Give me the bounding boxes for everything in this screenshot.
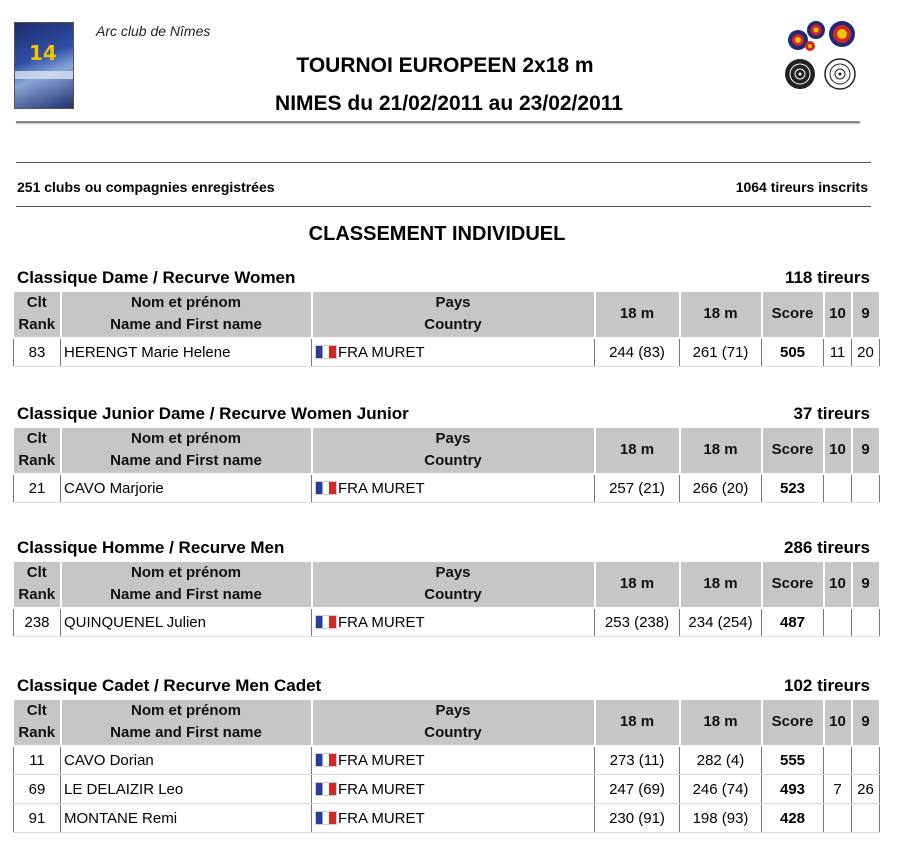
country-cell: FRA MURET — [312, 775, 595, 804]
distance-2-cell: 266 (20) — [680, 474, 762, 503]
section-title: Classique Junior Dame / Recurve Women Junior — [17, 404, 409, 423]
france-flag-icon — [315, 782, 337, 796]
nines-cell — [852, 746, 880, 775]
col-score: Score — [762, 428, 824, 474]
france-flag-icon — [315, 753, 337, 767]
france-flag-icon — [315, 345, 337, 359]
col-country: Pays Country — [312, 700, 595, 746]
archers-count: 1064 tireurs inscrits — [735, 179, 868, 195]
country-cell: FRA MURET — [312, 608, 595, 637]
distance-2-cell: 234 (254) — [680, 608, 762, 637]
section-archer-count: 118 tireurs — [784, 268, 870, 287]
country-cell: FRA MURET — [312, 474, 595, 503]
france-flag-icon — [315, 811, 337, 825]
distance-2-cell: 261 (71) — [680, 338, 762, 367]
nines-cell — [852, 474, 880, 503]
col-country: Pays Country — [312, 562, 595, 608]
score-cell: 487 — [762, 608, 824, 637]
col-nines: 9 — [852, 292, 880, 338]
col-distance-2: 18 m — [680, 562, 762, 608]
col-name: Nom et prénom Name and First name — [61, 292, 312, 338]
table-header — [14, 700, 880, 746]
name-cell: CAVO Dorian — [61, 746, 312, 775]
score-cell: 505 — [762, 338, 824, 367]
section-archer-count: 37 tireurs — [793, 404, 870, 423]
archery-targets-logo — [782, 18, 862, 94]
country-cell: FRA MURET — [312, 804, 595, 833]
col-nines: 9 — [852, 700, 880, 746]
col-score: Score — [762, 562, 824, 608]
distance-1-cell: 273 (11) — [595, 746, 680, 775]
col-tens: 10 — [824, 700, 852, 746]
table-row — [14, 474, 880, 503]
club-name: Arc club de Nîmes — [96, 23, 211, 39]
table-row — [14, 608, 880, 637]
col-country: Pays Country — [312, 292, 595, 338]
rank-cell: 238 — [14, 608, 61, 637]
ranking-table — [13, 427, 881, 503]
distance-1-cell: 247 (69) — [595, 775, 680, 804]
col-name: Nom et prénom Name and First name — [61, 700, 312, 746]
nines-cell: 26 — [852, 775, 880, 804]
tournament-logo: 14 — [14, 22, 74, 109]
divider — [16, 206, 871, 207]
col-tens: 10 — [824, 428, 852, 474]
country-cell: FRA MURET — [312, 338, 595, 367]
score-cell: 555 — [762, 746, 824, 775]
rank-cell: 83 — [14, 338, 61, 367]
clubs-count: 251 clubs ou compagnies enregistrées — [17, 179, 275, 195]
ranking-title: CLASSEMENT INDIVIDUEL — [308, 223, 566, 245]
distance-1-cell: 257 (21) — [595, 474, 680, 503]
table-row — [14, 746, 880, 775]
distance-2-cell: 198 (93) — [680, 804, 762, 833]
col-nines: 9 — [852, 562, 880, 608]
col-tens: 10 — [824, 562, 852, 608]
france-flag-icon — [315, 615, 337, 629]
distance-2-cell: 246 (74) — [680, 775, 762, 804]
page-header — [0, 0, 898, 128]
rank-cell: 91 — [14, 804, 61, 833]
col-rank: Clt Rank — [14, 428, 61, 474]
col-tens: 10 — [824, 292, 852, 338]
tens-cell — [824, 746, 852, 775]
tens-cell — [824, 608, 852, 637]
nines-cell — [852, 608, 880, 637]
rank-cell: 21 — [14, 474, 61, 503]
header-divider — [16, 121, 860, 123]
ranking-table — [13, 291, 881, 367]
country-cell: FRA MURET — [312, 746, 595, 775]
score-cell: 493 — [762, 775, 824, 804]
distance-2-cell: 282 (4) — [680, 746, 762, 775]
score-cell: 428 — [762, 804, 824, 833]
distance-1-cell: 253 (238) — [595, 608, 680, 637]
rank-cell: 11 — [14, 746, 61, 775]
divider — [16, 162, 871, 163]
section-title: Classique Homme / Recurve Men — [17, 538, 285, 557]
distance-1-cell: 244 (83) — [595, 338, 680, 367]
name-cell: QUINQUENEL Julien — [61, 608, 312, 637]
col-country: Pays Country — [312, 428, 595, 474]
ranking-table — [13, 561, 881, 637]
tens-cell: 11 — [824, 338, 852, 367]
nines-cell: 20 — [852, 338, 880, 367]
name-cell: CAVO Marjorie — [61, 474, 312, 503]
col-distance-1: 18 m — [595, 428, 680, 474]
col-name: Nom et prénom Name and First name — [61, 562, 312, 608]
rank-cell: 69 — [14, 775, 61, 804]
col-rank: Clt Rank — [14, 292, 61, 338]
ranking-table — [13, 699, 881, 833]
section-archer-count: 286 tireurs — [784, 538, 870, 557]
name-cell: LE DELAIZIR Leo — [61, 775, 312, 804]
col-name: Nom et prénom Name and First name — [61, 428, 312, 474]
table-row — [14, 775, 880, 804]
table-header — [14, 292, 880, 338]
tournament-dates: NIMES du 21/02/2011 au 23/02/2011 — [275, 92, 623, 115]
col-score: Score — [762, 292, 824, 338]
col-distance-2: 18 m — [680, 292, 762, 338]
nines-cell — [852, 804, 880, 833]
col-nines: 9 — [852, 428, 880, 474]
table-row — [14, 338, 880, 367]
table-header — [14, 562, 880, 608]
distance-1-cell: 230 (91) — [595, 804, 680, 833]
name-cell: MONTANE Remi — [61, 804, 312, 833]
tens-cell — [824, 474, 852, 503]
col-rank: Clt Rank — [14, 562, 61, 608]
col-rank: Clt Rank — [14, 700, 61, 746]
col-distance-2: 18 m — [680, 700, 762, 746]
score-cell: 523 — [762, 474, 824, 503]
france-flag-icon — [315, 481, 337, 495]
tournament-title: TOURNOI EUROPEEN 2x18 m — [296, 54, 594, 77]
name-cell: HERENGT Marie Helene — [61, 338, 312, 367]
col-distance-2: 18 m — [680, 428, 762, 474]
tens-cell — [824, 804, 852, 833]
table-header — [14, 428, 880, 474]
col-score: Score — [762, 700, 824, 746]
col-distance-1: 18 m — [595, 292, 680, 338]
col-distance-1: 18 m — [595, 700, 680, 746]
section-archer-count: 102 tireurs — [784, 676, 870, 695]
section-title: Classique Dame / Recurve Women — [17, 268, 296, 287]
table-row — [14, 804, 880, 833]
col-distance-1: 18 m — [595, 562, 680, 608]
section-title: Classique Cadet / Recurve Men Cadet — [17, 676, 322, 695]
tens-cell: 7 — [824, 775, 852, 804]
